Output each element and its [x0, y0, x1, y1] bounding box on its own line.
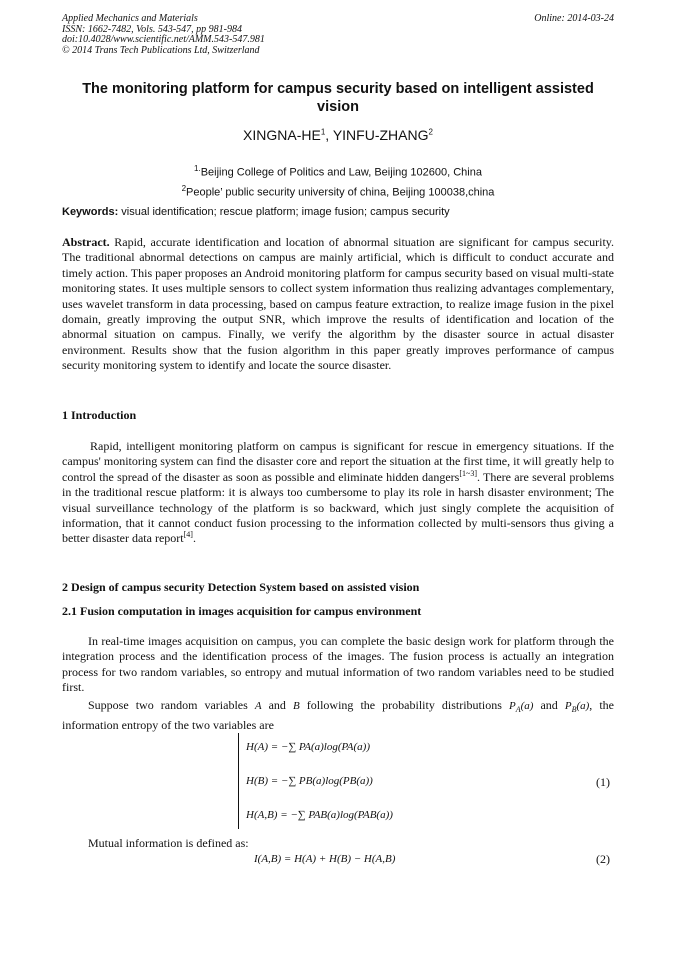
keywords	[62, 206, 614, 218]
var-a: A	[254, 700, 262, 712]
equation-1-system	[238, 733, 488, 833]
intro-text-1: Rapid, intelligent monitoring platform on campus is significant for rescue in emergency situations. If the campus' monitoring system can find the disaster core and report the situation at the first time, it will greatly help to control the spread of the disaster as soon as possible and eliminate hidden dangers	[62, 439, 614, 484]
rv-text-2: following the probability distributions	[299, 698, 509, 712]
rv-and-2: and	[533, 698, 565, 712]
issn-line: ISSN: 1662-7482, Vols. 543-547, pp 981-984	[62, 23, 242, 35]
section-heading-intro: 1 Introduction	[62, 408, 137, 422]
equation-1-line-1: H(A) = −∑ PA(a)log(PA(a))	[246, 741, 371, 753]
keywords-text: visual identification; rescue platform; image fusion; campus security	[118, 206, 450, 218]
affiliation-1	[62, 164, 614, 179]
intro-text-2: . There are several problems in the traditional rescue platform: it is always too cumbersome to play its role in harsh disaster environment; The visual surveillance technology of the platform is so backward, which just singly complete the acquisition of information, that it cannot conduct fusion processing to the information collected by multi-sensors thus giving a better disaster data report	[62, 469, 614, 546]
abstract	[62, 235, 614, 374]
var-b: B	[292, 700, 300, 712]
equation-brace	[238, 733, 245, 829]
prob-pb	[564, 700, 590, 715]
author-1: XINGNA-HE	[243, 127, 321, 143]
affiliation-1-text: Beijing College of Politics and Law, Beijing 102600, China	[200, 166, 482, 179]
author-separator: ,	[325, 127, 333, 143]
copyright-line: © 2014 Trans Tech Publications Ltd, Switzerland	[62, 44, 260, 56]
rv-text-1: Suppose two random variables	[88, 698, 255, 712]
prob-pb-symbol: P	[564, 700, 572, 712]
equation-1-line-3: H(A,B) = −∑ PAB(a)log(PAB(a))	[246, 809, 393, 821]
citation-4: [4]	[183, 530, 193, 540]
equation-1-line-2: H(B) = −∑ PB(a)log(PB(a))	[246, 775, 373, 787]
abstract-label: Abstract.	[62, 235, 110, 249]
prob-pb-sub: B	[571, 705, 577, 715]
doi-line: doi:10.4028/www.scientific.net/AMM.543-547.981	[62, 34, 265, 45]
author-2-mark: 2	[428, 127, 433, 137]
rv-text-3: , the information entropy of the two variables are	[62, 698, 614, 732]
equation-1-number: (1)	[596, 775, 610, 789]
prob-pb-arg: (a)	[576, 700, 590, 712]
prob-pa	[508, 700, 534, 715]
fusion-paragraph: In real-time images acquisition on campus, you can complete the basic design work for platform through the integration process and the identification process of the images. The fusion process is actually an integration process for two random variables, so entropy and mutual information of two random variables need to be studied first.	[62, 634, 614, 695]
rv-and-1: and	[261, 698, 293, 712]
author-2: YINFU-ZHANG	[332, 127, 429, 143]
prob-pa-symbol: P	[508, 700, 516, 712]
affiliation-2-mark: 2	[181, 184, 187, 193]
prob-pa-arg: (a)	[520, 700, 534, 712]
paper-title: The monitoring platform for campus security based on intelligent assisted vision	[82, 81, 594, 115]
equation-2: I(A,B) = H(A) + H(B) − H(A,B)	[254, 853, 396, 865]
author-1-mark: 1	[320, 127, 326, 137]
citation-1-3: [1~3]	[459, 468, 477, 478]
section-heading-2-1: 2.1 Fusion computation in images acquisition for campus environment	[62, 604, 422, 618]
keywords-label: Keywords:	[62, 206, 119, 218]
affiliation-1-mark: 1.	[194, 164, 201, 173]
section-heading-2: 2 Design of campus security Detection System based on assisted vision	[62, 580, 420, 594]
prob-pa-sub: A	[515, 705, 521, 715]
equation-2-number: (2)	[596, 852, 610, 866]
abstract-text: Rapid, accurate identification and location of abnormal situation are significant for campus security. The traditional abnormal detections on campus are mainly artificial, which is difficult to conduct accurate and timely action. This paper proposes an Android monitoring platform for campus security based on visual multi-state monitoring states. It uses multiple sensors to collect system information thus realizing advantages complementary, uses wavelet transform in data processing, based on campus feature extraction, to realize image fusion in the pixel domain, greatly improving the output SNR, which improve the results of identification and location of the abnormal situation on campus. Finally, we verify the algorithm by the disaster source in actual disaster environment. Results show that the fusion algorithm in this paper greatly improves performance of campus security monitoring system to identify and locate the source disaster.	[62, 235, 614, 373]
mutual-info-intro: Mutual information is defined as:	[88, 836, 249, 850]
intro-text-3: .	[192, 531, 196, 546]
affiliation-2	[62, 184, 614, 199]
author-line	[62, 127, 614, 143]
journal-name: Applied Mechanics and Materials	[62, 13, 198, 24]
journal-header	[62, 14, 614, 56]
intro-paragraph	[62, 439, 614, 547]
online-date: Online: 2014-03-24	[534, 13, 614, 24]
random-variables-paragraph	[62, 698, 614, 733]
affiliation-2-text: People’ public security university of china, Beijing 100038,china	[186, 186, 495, 199]
